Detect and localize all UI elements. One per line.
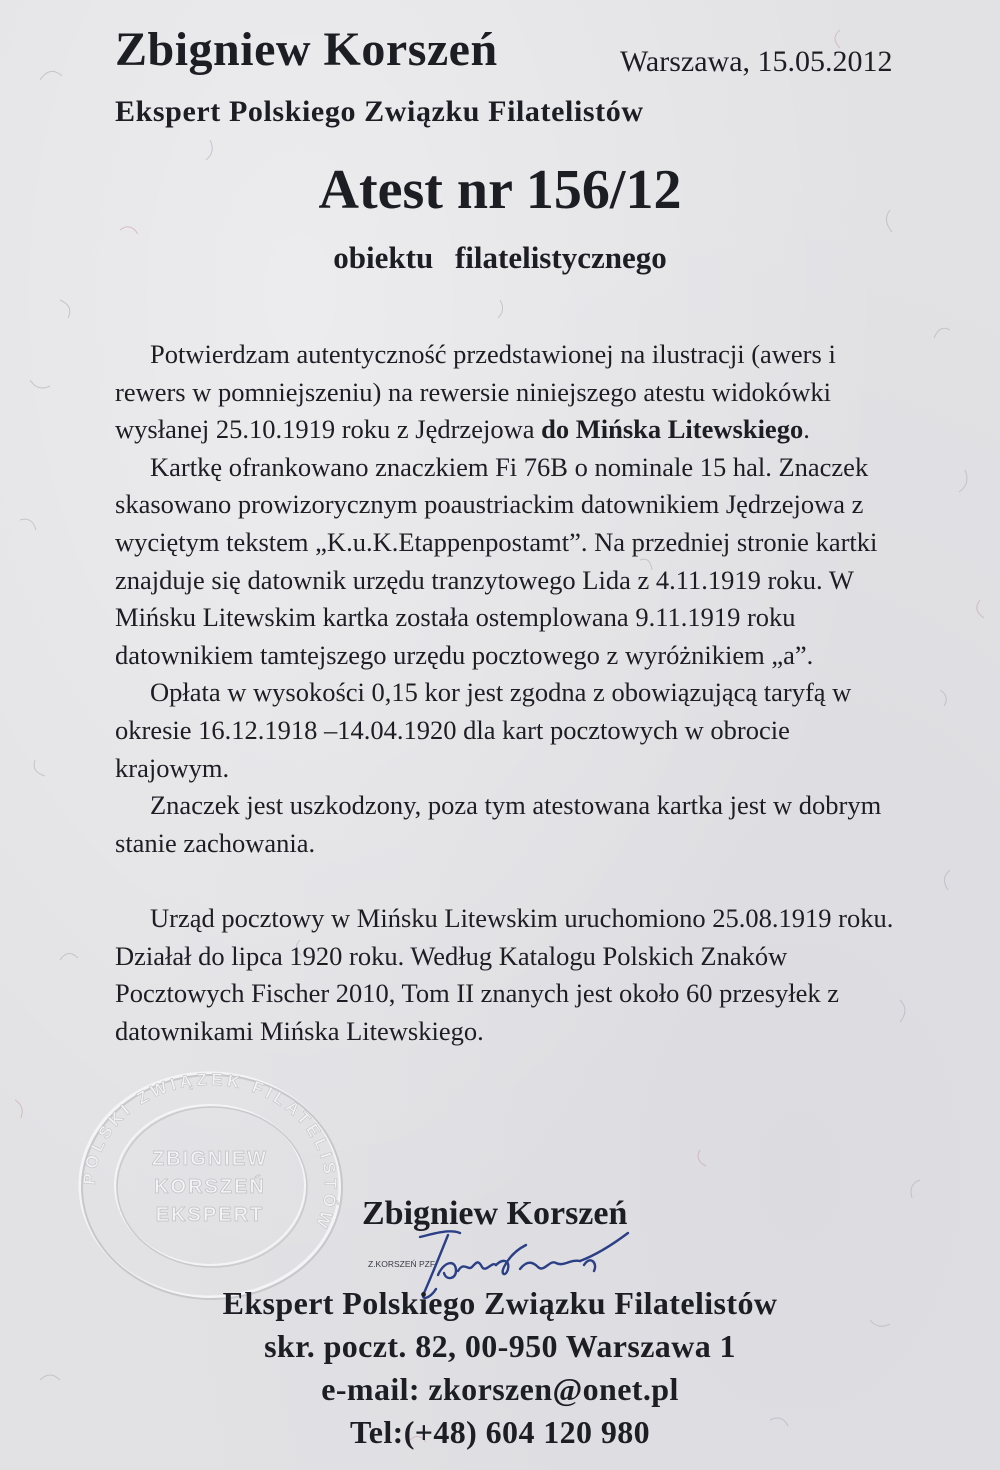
footer-expert-line: Ekspert Polskiego Związku Filatelistów: [222, 1285, 778, 1321]
paragraph-post-office: Urząd pocztowy w Mińsku Litewskim uruchomiono 25.08.1919 roku. Działał do lipca 1920 roku. Według Katalogu Polskich Znaków Pocztowych Fischer 2010, Tom II znanych jest około 60 przesyłek z datownikami Mińska Litewskiego.: [115, 902, 894, 1046]
footer-contact: [0, 1282, 1000, 1454]
signature-stamp-text: Z.KORSZEŃ PZF: [368, 1259, 436, 1269]
paragraph-authenticity: Potwierdzam autentyczność przedstawionej na ilustracji (awers i rewers w pomniejszeniu) na rewersie niniejszego atestu widokówki wysłanej 25.10.1919 roku z Jędrzejowa do Mińska Litewskiego.: [115, 339, 836, 445]
paragraph-tariff: Opłata w wysokości 0,15 kor jest zgodna z obowiązującą taryfą w okresie 16.12.1918 –14.04.1920 dla kart pocztowych w obrocie krajowym.: [115, 677, 852, 783]
destination-bold: do Mińska Litewskiego: [541, 414, 804, 445]
certificate-body: [115, 336, 895, 1050]
paragraph-condition: Znaczek jest uszkodzony, poza tym atestowana kartka jest w dobrym stanie zachowania.: [115, 790, 882, 858]
place-date: Warszawa, 15.05.2012: [620, 45, 893, 78]
certificate-title: Atest nr 156/12: [318, 159, 682, 221]
embossed-seal: [65, 1065, 355, 1305]
footer-address: skr. poczt. 82, 00-950 Warszawa 1: [264, 1328, 736, 1364]
seal-ring-text: POLSKI ZWIĄZEK FILATELISTÓW: [79, 1069, 341, 1235]
certificate-subtitle: obiektu filatelistycznego: [333, 240, 667, 275]
seal-line-3: EKSPERT: [155, 1204, 265, 1226]
footer-email: e-mail: zkorszen@onet.pl: [321, 1371, 679, 1407]
expert-affiliation: Ekspert Polskiego Związku Filatelistów: [115, 95, 644, 128]
paragraph-franking: Kartkę ofrankowano znaczkiem Fi 76B o nominale 15 hal. Znaczek skasowano prowizorycznym poaustriackim datownikiem Jędrzejowa z wyciętym tekstem „K.u.K.Etappenpostamt”. Na przedniej stronie kartki znajduje się datownik urzędu tranzytowego Lida z 4.11.1919 roku. W Mińsku Litewskim kartka została ostemplowana 9.11.1919 roku datownikiem tamtejszego urzędu pocztowego z wyróżnikiem „a”.: [115, 451, 878, 670]
footer-phone: Tel:(+48) 604 120 980: [349, 1414, 651, 1450]
author-name: Zbigniew Korszeń: [115, 23, 498, 76]
signer-name: Zbigniew Korszeń: [362, 1195, 628, 1232]
seal-line-2: KORSZEŃ: [154, 1176, 266, 1198]
seal-line-1: ZBIGNIEW: [152, 1148, 268, 1170]
